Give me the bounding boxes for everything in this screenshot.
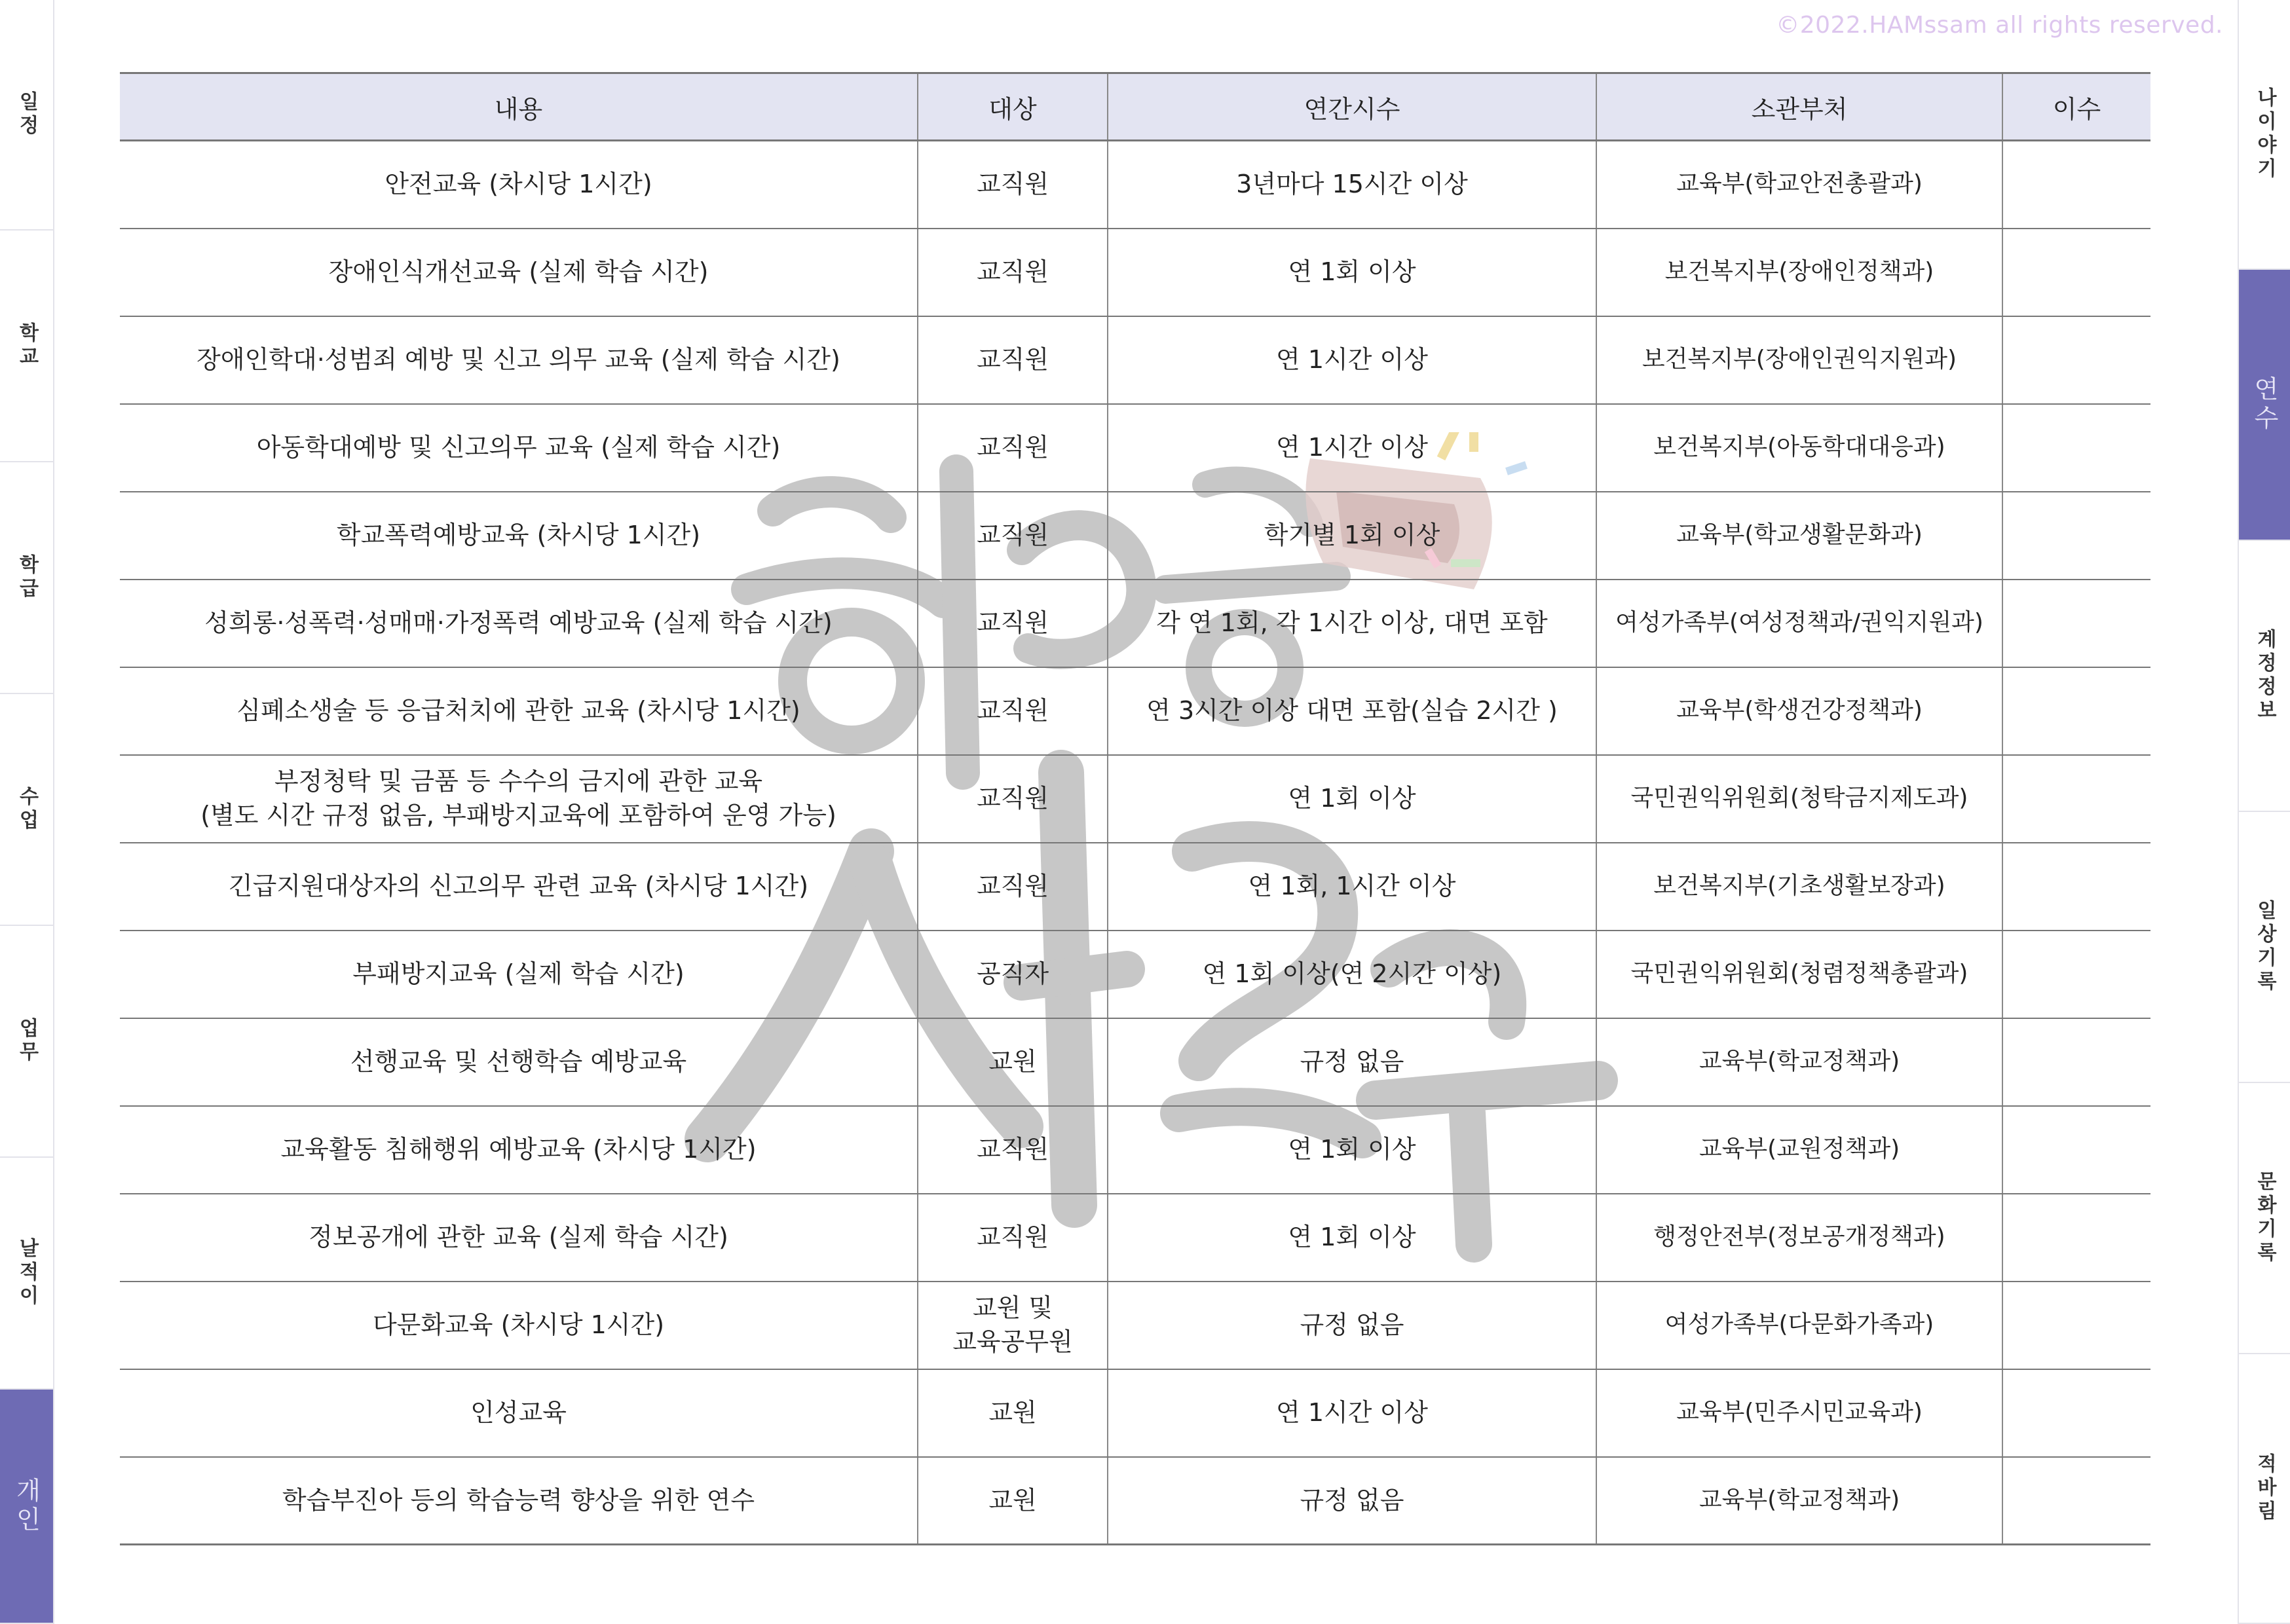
table-row bbox=[120, 1282, 2150, 1369]
table-row bbox=[120, 404, 2150, 492]
cell-target: 교직원 bbox=[918, 580, 1108, 667]
cell-department: 교육부(교원정책과) bbox=[1596, 1106, 2002, 1194]
table-row bbox=[120, 141, 2150, 229]
left-tab-label: 수업 bbox=[15, 786, 39, 833]
cell-department: 교육부(민주시민교육과) bbox=[1596, 1369, 2002, 1457]
cell-completion[interactable] bbox=[2002, 229, 2150, 316]
right-tab-1[interactable] bbox=[2239, 0, 2290, 270]
cell-completion[interactable] bbox=[2002, 1282, 2150, 1369]
cell-target: 교원 bbox=[918, 1457, 1108, 1545]
cell-completion[interactable] bbox=[2002, 141, 2150, 229]
cell-department: 보건복지부(기초생활보장과) bbox=[1596, 843, 2002, 931]
cell-target: 교원 bbox=[918, 1018, 1108, 1106]
cell-target: 교직원 bbox=[918, 1106, 1108, 1194]
cell-annual-hours: 연 3시간 이상 대면 포함(실습 2시간 ) bbox=[1108, 667, 1596, 755]
copyright-notice: ©2022.HAMssam all rights reserved. bbox=[1776, 12, 2223, 39]
left-tab-6[interactable] bbox=[0, 1158, 53, 1390]
cell-annual-hours: 규정 없음 bbox=[1108, 1457, 1596, 1545]
table-row bbox=[120, 492, 2150, 580]
cell-department: 행정안전부(정보공개정책과) bbox=[1596, 1194, 2002, 1282]
left-tab-label: 일정 bbox=[15, 91, 39, 138]
cell-annual-hours: 각 연 1회, 각 1시간 이상, 대면 포함 bbox=[1108, 580, 1596, 667]
cell-completion[interactable] bbox=[2002, 1106, 2150, 1194]
cell-department: 교육부(학교정책과) bbox=[1596, 1018, 2002, 1106]
right-tab-6[interactable] bbox=[2239, 1354, 2290, 1624]
cell-content: 부정청탁 및 금품 등 수수의 금지에 관한 교육 (별도 시간 규정 없음, 부패방지교육에 포함하여 운영 가능) bbox=[120, 755, 918, 843]
column-header-completion: 이수 bbox=[2002, 73, 2150, 141]
cell-annual-hours: 연 1시간 이상 bbox=[1108, 316, 1596, 404]
table-row bbox=[120, 1457, 2150, 1545]
cell-target: 공직자 bbox=[918, 931, 1108, 1018]
cell-department: 보건복지부(장애인정책과) bbox=[1596, 229, 2002, 316]
left-tab-4[interactable] bbox=[0, 694, 53, 926]
right-tab-4[interactable] bbox=[2239, 812, 2290, 1083]
cell-completion[interactable] bbox=[2002, 931, 2150, 1018]
cell-completion[interactable] bbox=[2002, 580, 2150, 667]
cell-department: 보건복지부(아동학대대응과) bbox=[1596, 404, 2002, 492]
table-row bbox=[120, 229, 2150, 316]
cell-annual-hours: 연 1회 이상 bbox=[1108, 1106, 1596, 1194]
cell-content: 다문화교육 (차시당 1시간) bbox=[120, 1282, 918, 1369]
cell-target: 교원 및 교육공무원 bbox=[918, 1282, 1108, 1369]
left-tab-3[interactable] bbox=[0, 462, 53, 694]
table-row bbox=[120, 1369, 2150, 1457]
cell-annual-hours: 연 1시간 이상 bbox=[1108, 404, 1596, 492]
right-tab-label: 나이야기 bbox=[2253, 87, 2276, 181]
right-tab-label: 문화기록 bbox=[2253, 1171, 2276, 1265]
table-row bbox=[120, 667, 2150, 755]
cell-department: 여성가족부(여성정책과/권익지원과) bbox=[1596, 580, 2002, 667]
right-tab-label: 연수 bbox=[2249, 376, 2279, 434]
cell-content: 정보공개에 관한 교육 (실제 학습 시간) bbox=[120, 1194, 918, 1282]
training-table bbox=[120, 72, 2150, 1545]
right-tab-rail bbox=[2238, 0, 2290, 1624]
column-header-department: 소관부처 bbox=[1596, 73, 2002, 141]
cell-department: 교육부(학교정책과) bbox=[1596, 1457, 2002, 1545]
right-tab-5[interactable] bbox=[2239, 1083, 2290, 1354]
cell-department: 교육부(학생건강정책과) bbox=[1596, 667, 2002, 755]
table-row bbox=[120, 843, 2150, 931]
cell-annual-hours: 연 1회 이상 bbox=[1108, 755, 1596, 843]
cell-content: 아동학대예방 및 신고의무 교육 (실제 학습 시간) bbox=[120, 404, 918, 492]
cell-completion[interactable] bbox=[2002, 1194, 2150, 1282]
cell-target: 교직원 bbox=[918, 667, 1108, 755]
cell-target: 교직원 bbox=[918, 755, 1108, 843]
column-header-content: 내용 bbox=[120, 73, 918, 141]
column-header-annual-hours: 연간시수 bbox=[1108, 73, 1596, 141]
cell-annual-hours: 연 1회 이상 bbox=[1108, 1194, 1596, 1282]
cell-annual-hours: 연 1회, 1시간 이상 bbox=[1108, 843, 1596, 931]
cell-content: 학교폭력예방교육 (차시당 1시간) bbox=[120, 492, 918, 580]
column-header-target: 대상 bbox=[918, 73, 1108, 141]
cell-content: 안전교육 (차시당 1시간) bbox=[120, 141, 918, 229]
left-tab-label: 날적이 bbox=[15, 1238, 39, 1308]
left-tab-2[interactable] bbox=[0, 231, 53, 462]
cell-target: 교원 bbox=[918, 1369, 1108, 1457]
left-tab-rail bbox=[0, 0, 54, 1624]
right-tab-label: 적바림 bbox=[2253, 1453, 2276, 1524]
table-row bbox=[120, 580, 2150, 667]
right-tab-label: 일상기록 bbox=[2253, 900, 2276, 994]
cell-content: 긴급지원대상자의 신고의무 관련 교육 (차시당 1시간) bbox=[120, 843, 918, 931]
right-tab-2[interactable] bbox=[2239, 270, 2290, 541]
left-tab-label: 학급 bbox=[15, 554, 39, 601]
cell-department: 여성가족부(다문화가족과) bbox=[1596, 1282, 2002, 1369]
cell-content: 성희롱·성폭력·성매매·가정폭력 예방교육 (실제 학습 시간) bbox=[120, 580, 918, 667]
cell-annual-hours: 3년마다 15시간 이상 bbox=[1108, 141, 1596, 229]
table-row bbox=[120, 931, 2150, 1018]
cell-department: 국민권익위원회(청렴정책총괄과) bbox=[1596, 931, 2002, 1018]
cell-content: 장애인학대·성범죄 예방 및 신고 의무 교육 (실제 학습 시간) bbox=[120, 316, 918, 404]
cell-annual-hours: 학기별 1회 이상 bbox=[1108, 492, 1596, 580]
table-row bbox=[120, 316, 2150, 404]
cell-target: 교직원 bbox=[918, 843, 1108, 931]
cell-content: 선행교육 및 선행학습 예방교육 bbox=[120, 1018, 918, 1106]
left-tab-label: 업무 bbox=[15, 1018, 39, 1065]
cell-annual-hours: 연 1회 이상 bbox=[1108, 229, 1596, 316]
cell-content: 학습부진아 등의 학습능력 향상을 위한 연수 bbox=[120, 1457, 918, 1545]
cell-completion[interactable] bbox=[2002, 843, 2150, 931]
cell-department: 교육부(학교안전총괄과) bbox=[1596, 141, 2002, 229]
right-tab-label: 계정정보 bbox=[2253, 629, 2276, 723]
left-tab-label: 학교 bbox=[15, 322, 39, 369]
cell-content: 부패방지교육 (실제 학습 시간) bbox=[120, 931, 918, 1018]
cell-target: 교직원 bbox=[918, 141, 1108, 229]
cell-content: 심폐소생술 등 응급처치에 관한 교육 (차시당 1시간) bbox=[120, 667, 918, 755]
cell-completion[interactable] bbox=[2002, 1369, 2150, 1457]
cell-target: 교직원 bbox=[918, 492, 1108, 580]
left-tab-1[interactable] bbox=[0, 0, 53, 231]
cell-completion[interactable] bbox=[2002, 1018, 2150, 1106]
right-tab-3[interactable] bbox=[2239, 541, 2290, 812]
cell-target: 교직원 bbox=[918, 1194, 1108, 1282]
cell-completion[interactable] bbox=[2002, 667, 2150, 755]
cell-department: 국민권익위원회(청탁금지제도과) bbox=[1596, 755, 2002, 843]
cell-department: 보건복지부(장애인권익지원과) bbox=[1596, 316, 2002, 404]
cell-completion[interactable] bbox=[2002, 316, 2150, 404]
cell-annual-hours: 규정 없음 bbox=[1108, 1282, 1596, 1369]
cell-completion[interactable] bbox=[2002, 492, 2150, 580]
cell-annual-hours: 연 1회 이상(연 2시간 이상) bbox=[1108, 931, 1596, 1018]
cell-department: 교육부(학교생활문화과) bbox=[1596, 492, 2002, 580]
table-header-row bbox=[120, 73, 2150, 141]
table-row bbox=[120, 755, 2150, 843]
cell-annual-hours: 규정 없음 bbox=[1108, 1018, 1596, 1106]
cell-content: 인성교육 bbox=[120, 1369, 918, 1457]
table-row bbox=[120, 1018, 2150, 1106]
table-row bbox=[120, 1194, 2150, 1282]
cell-target: 교직원 bbox=[918, 316, 1108, 404]
left-tab-7[interactable] bbox=[0, 1390, 53, 1624]
table-row bbox=[120, 1106, 2150, 1194]
cell-annual-hours: 연 1시간 이상 bbox=[1108, 1369, 1596, 1457]
left-tab-label: 개인 bbox=[12, 1477, 41, 1535]
cell-completion[interactable] bbox=[2002, 1457, 2150, 1545]
cell-target: 교직원 bbox=[918, 229, 1108, 316]
cell-content: 장애인식개선교육 (실제 학습 시간) bbox=[120, 229, 918, 316]
left-tab-5[interactable] bbox=[0, 926, 53, 1158]
cell-completion[interactable] bbox=[2002, 755, 2150, 843]
cell-completion[interactable] bbox=[2002, 404, 2150, 492]
cell-content: 교육활동 침해행위 예방교육 (차시당 1시간) bbox=[120, 1106, 918, 1194]
cell-target: 교직원 bbox=[918, 404, 1108, 492]
